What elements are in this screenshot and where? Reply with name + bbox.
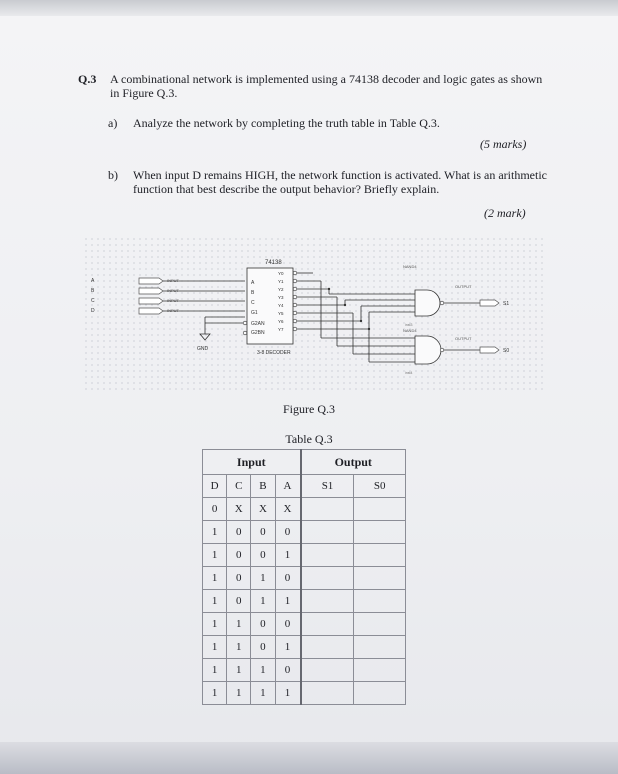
question-number: Q.3	[78, 72, 97, 86]
cell-s0[interactable]	[354, 659, 406, 682]
cell-s1[interactable]	[301, 682, 354, 705]
cell-s1[interactable]	[301, 590, 354, 613]
pin-label: C	[91, 298, 95, 304]
input-tag: INPUT	[167, 278, 179, 283]
cell-d: 1	[203, 636, 227, 659]
part-b-label: b)	[108, 168, 118, 182]
figure-caption: Figure Q.3	[283, 402, 335, 416]
table-row	[203, 567, 406, 590]
truth-table-column-header	[203, 475, 406, 498]
cell-c: X	[227, 498, 251, 521]
decoder-output-Y3: Y3	[278, 295, 284, 300]
cell-s1[interactable]	[301, 567, 354, 590]
screen-bottom-edge	[0, 742, 618, 774]
cell-b: 1	[251, 682, 275, 705]
table-row	[203, 659, 406, 682]
decoder-caption: 3-8 DECODER	[257, 350, 291, 356]
part-b-text: When input D remains HIGH, the network function is activated. What is an arithmetic function that best describe the output behavior? Briefly explain.	[133, 168, 547, 196]
decoder-output-Y7: Y7	[278, 327, 284, 332]
cell-d: 1	[203, 659, 227, 682]
cell-s1[interactable]	[301, 613, 354, 636]
column-header: C	[227, 475, 251, 498]
cell-c: 1	[227, 613, 251, 636]
circuit-diagram	[85, 238, 545, 390]
input-tag: INPUT	[167, 288, 179, 293]
cell-b: 0	[251, 544, 275, 567]
gate-type-label: NAND4	[403, 328, 417, 333]
output-tag: OUTPUT	[455, 336, 472, 341]
decoder-input-A: A	[251, 280, 255, 286]
cell-s0[interactable]	[354, 682, 406, 705]
cell-c: 0	[227, 590, 251, 613]
cell-d: 1	[203, 613, 227, 636]
decoder-input-G2AN: G2AN	[251, 321, 265, 327]
table-row	[203, 682, 406, 705]
cell-s1[interactable]	[301, 498, 354, 521]
cell-s0[interactable]	[354, 636, 406, 659]
output-tag: OUTPUT	[455, 284, 472, 289]
screen-top-edge	[0, 0, 618, 16]
column-header: S0	[354, 475, 406, 498]
table-caption: Table Q.3	[285, 432, 333, 446]
cell-a: X	[275, 498, 301, 521]
decoder-input-C: C	[251, 300, 255, 306]
decoder-output-Y4: Y4	[278, 303, 284, 308]
input-group-header: Input	[203, 450, 301, 475]
cell-a: 0	[275, 567, 301, 590]
decoder-output-Y2: Y2	[278, 287, 284, 292]
decoder-output-Y0: Y0	[278, 271, 284, 276]
table-row	[203, 498, 406, 521]
cell-b: 1	[251, 567, 275, 590]
cell-s0[interactable]	[354, 590, 406, 613]
cell-s0[interactable]	[354, 498, 406, 521]
cell-a: 1	[275, 636, 301, 659]
truth-table-group-header	[203, 450, 406, 475]
output-group-header: Output	[301, 450, 406, 475]
pin-label: B	[91, 288, 95, 294]
column-header: S1	[301, 475, 354, 498]
cell-a: 1	[275, 590, 301, 613]
table-row	[203, 613, 406, 636]
cell-b: 1	[251, 590, 275, 613]
cell-c: 1	[227, 682, 251, 705]
cell-d: 1	[203, 567, 227, 590]
part-a-marks: (5 marks)	[480, 137, 527, 151]
table-row	[203, 521, 406, 544]
decoder-input-G2BN: G2BN	[251, 330, 265, 336]
decoder-output-Y5: Y5	[278, 311, 284, 316]
cell-c: 0	[227, 567, 251, 590]
column-header: D	[203, 475, 227, 498]
cell-b: X	[251, 498, 275, 521]
cell-s0[interactable]	[354, 544, 406, 567]
cell-c: 0	[227, 521, 251, 544]
cell-s0[interactable]	[354, 613, 406, 636]
cell-s1[interactable]	[301, 636, 354, 659]
gate-instance-label: inst4	[405, 371, 413, 375]
table-row	[203, 544, 406, 567]
cell-d: 1	[203, 682, 227, 705]
question-text: A combinational network is implemented using a 74138 decoder and logic gates as shown in Figure Q.3.	[110, 72, 543, 100]
cell-s1[interactable]	[301, 544, 354, 567]
cell-a: 1	[275, 682, 301, 705]
output-label: S1	[503, 301, 510, 307]
cell-d: 1	[203, 544, 227, 567]
cell-a: 1	[275, 544, 301, 567]
decoder-74138	[243, 260, 297, 356]
cell-d: 1	[203, 521, 227, 544]
cell-d: 1	[203, 590, 227, 613]
table-row	[203, 636, 406, 659]
pin-label: D	[91, 308, 95, 314]
gate-type-label: NAND4	[403, 264, 417, 269]
cell-s0[interactable]	[354, 521, 406, 544]
output-label: S0	[503, 348, 510, 354]
cell-b: 0	[251, 521, 275, 544]
cell-b: 1	[251, 659, 275, 682]
cell-s1[interactable]	[301, 521, 354, 544]
table-row	[203, 590, 406, 613]
cell-a: 0	[275, 613, 301, 636]
decoder-input-G1: G1	[251, 310, 258, 316]
cell-c: 1	[227, 636, 251, 659]
cell-d: 0	[203, 498, 227, 521]
column-header: A	[275, 475, 301, 498]
part-b-marks: (2 mark)	[484, 206, 526, 220]
decoder-title: 74138	[265, 260, 282, 266]
truth-table	[202, 449, 406, 705]
cell-b: 0	[251, 636, 275, 659]
decoder-output-Y1: Y1	[278, 279, 284, 284]
pin-label: A	[91, 278, 95, 284]
input-tag: INPUT	[167, 308, 179, 313]
part-a-text: Analyze the network by completing the truth table in Table Q.3.	[133, 116, 440, 130]
cell-b: 0	[251, 613, 275, 636]
column-header: B	[251, 475, 275, 498]
decoder-output-Y6: Y6	[278, 319, 284, 324]
decoder-input-B: B	[251, 290, 255, 296]
gnd-label: GND	[197, 346, 209, 352]
cell-c: 1	[227, 659, 251, 682]
cell-a: 0	[275, 521, 301, 544]
gate-instance-label: inst3	[405, 323, 413, 327]
cell-s1[interactable]	[301, 659, 354, 682]
cell-a: 0	[275, 659, 301, 682]
cell-s0[interactable]	[354, 567, 406, 590]
part-a-label: a)	[108, 116, 118, 130]
input-tag: INPUT	[167, 298, 179, 303]
cell-c: 0	[227, 544, 251, 567]
